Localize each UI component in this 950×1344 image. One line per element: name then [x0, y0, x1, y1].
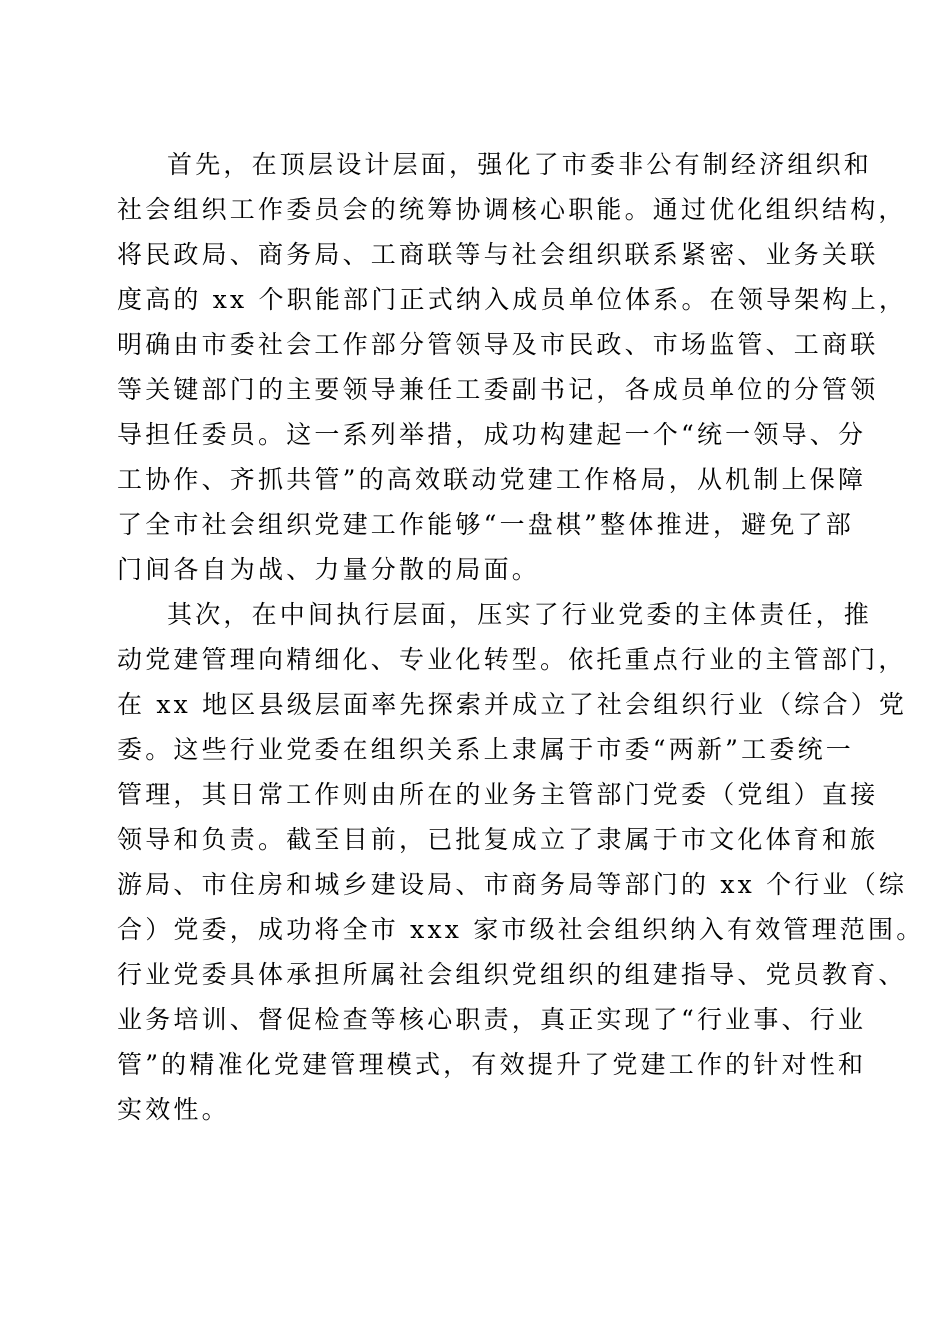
paragraph-middle-execution	[117, 592, 925, 1132]
paragraph-top-level-design	[117, 142, 908, 592]
document-body	[117, 142, 925, 1132]
text-line: 行业党委具体承担所属社会组织党组织的组建指导、党员教育、	[117, 960, 907, 989]
text-line: 其次，在中间执行层面，压实了行业党委的主体责任，推	[167, 600, 873, 629]
text-line: 将民政局、商务局、工商联等与社会组织联系紧密、业务关联	[117, 240, 879, 269]
text-line: 度高的 xx 个职能部门正式纳入成员单位体系。在领导架构上，	[117, 285, 908, 314]
text-line: 管理，其日常工作则由所在的业务主管部门党委（党组）直接	[117, 780, 879, 809]
text-line: 明确由市委社会工作部分管领导及市民政、市场监管、工商联	[117, 330, 879, 359]
text-line: 管”的精准化党建管理模式，有效提升了党建工作的针对性和	[117, 1050, 867, 1079]
text-line: 首先，在顶层设计层面，强化了市委非公有制经济组织和	[167, 150, 873, 179]
text-line: 游局、市住房和城乡建设局、市商务局等部门的 xx 个行业（综	[117, 870, 908, 899]
text-line: 动党建管理向精细化、专业化转型。依托重点行业的主管部门，	[117, 645, 907, 674]
text-line: 领导和负责。截至目前，已批复成立了隶属于市文化体育和旅	[117, 825, 879, 854]
text-line: 等关键部门的主要领导兼任工委副书记，各成员单位的分管领	[117, 375, 879, 404]
text-line: 工协作、齐抓共管”的高效联动党建工作格局，从机制上保障	[117, 465, 867, 494]
text-line: 委。这些行业党委在组织关系上隶属于市委“两新”工委统一	[117, 735, 854, 764]
text-line: 业务培训、督促检查等核心职责，真正实现了“行业事、行业	[117, 1005, 867, 1034]
text-line: 合）党委，成功将全市 xxx 家市级社会组织纳入有效管理范围。	[117, 915, 925, 944]
text-line: 导担任委员。这一系列举措，成功构建起一个“统一领导、分	[117, 420, 867, 449]
text-line: 门间各自为战、力量分散的局面。	[117, 555, 541, 584]
text-line: 了全市社会组织党建工作能够“一盘棋”整体推进，避免了部	[117, 510, 854, 539]
text-line: 实效性。	[117, 1095, 230, 1124]
text-line: 在 xx 地区县级层面率先探索并成立了社会组织行业（综合）党	[117, 690, 908, 719]
text-line: 社会组织工作委员会的统筹协调核心职能。通过优化组织结构，	[117, 195, 907, 224]
